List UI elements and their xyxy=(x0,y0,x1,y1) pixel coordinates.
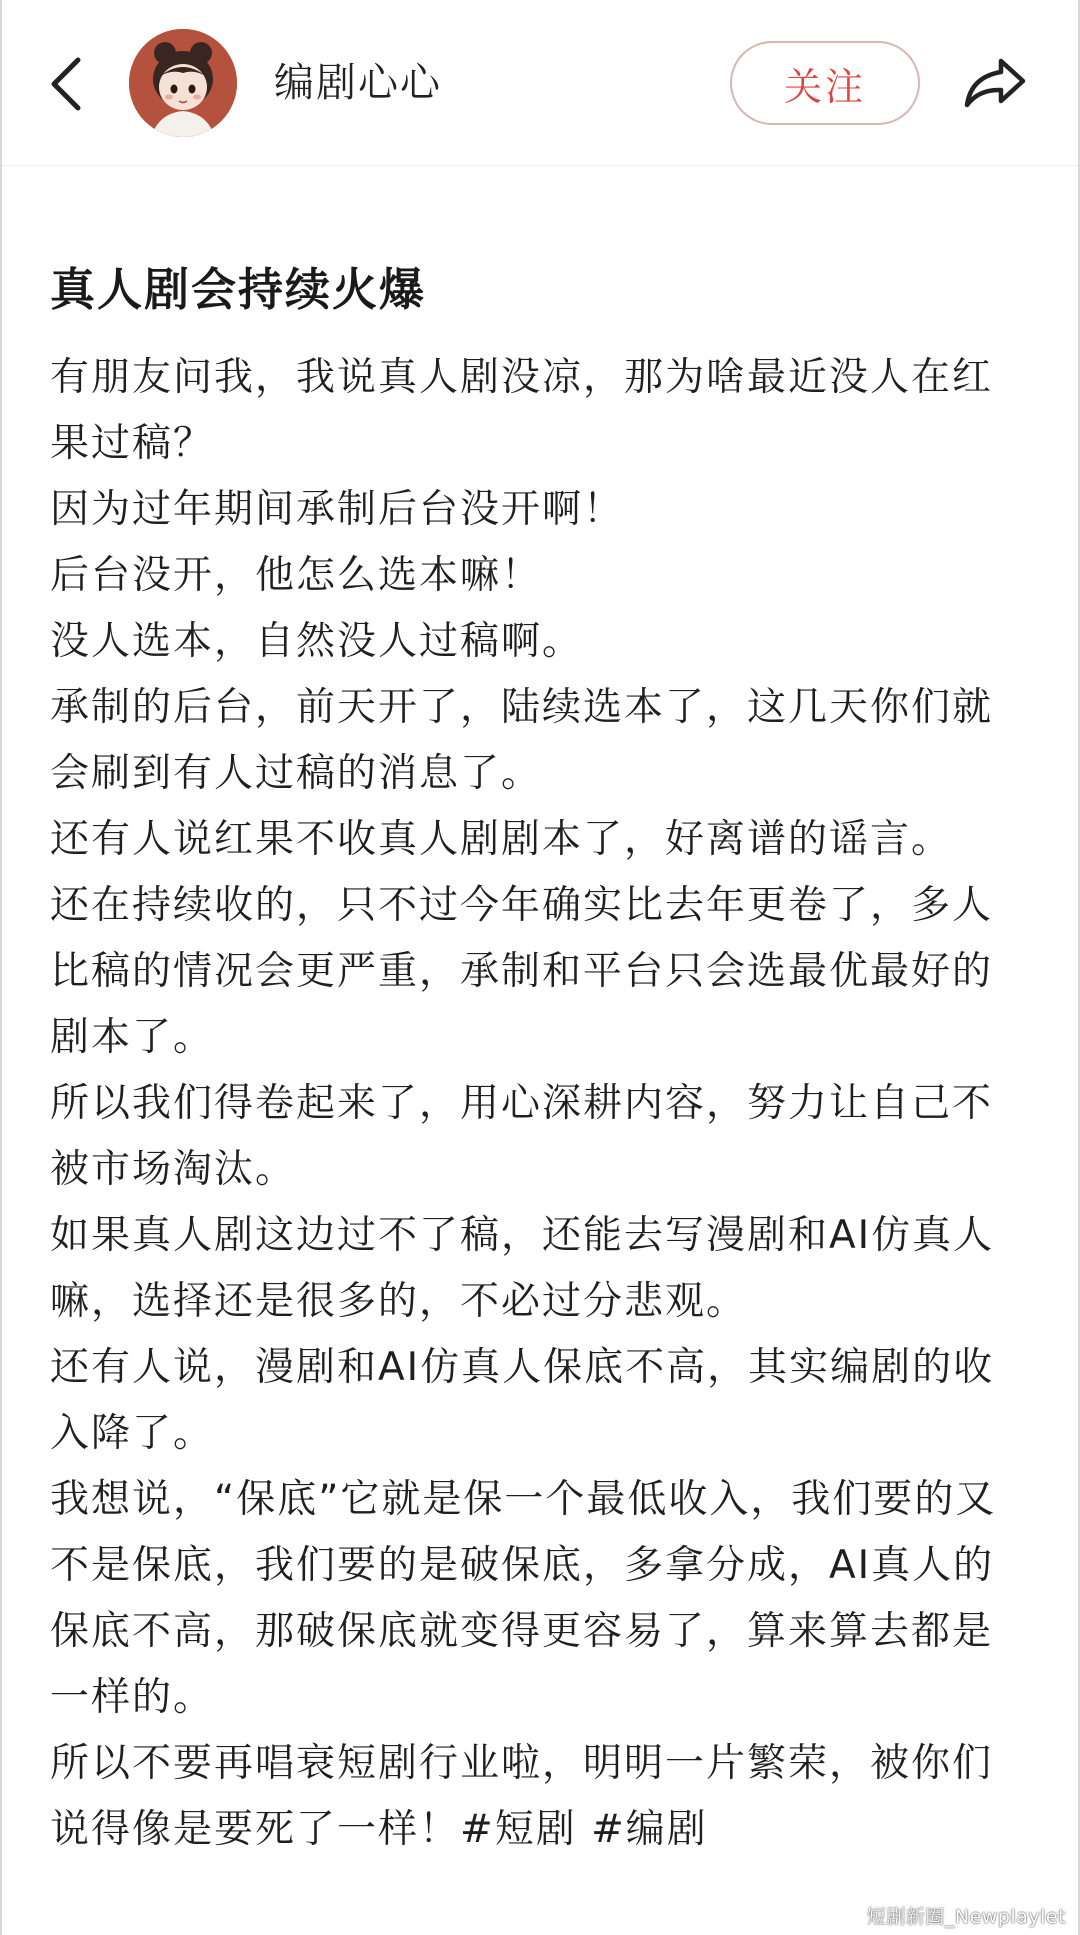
article-body xyxy=(50,345,1020,1863)
paragraph: 如果真人剧这边过不了稿，还能去写漫剧和AI仿真人嘛，选择还是很多的，不必过分悲观。 xyxy=(50,1213,995,1324)
share-button[interactable] xyxy=(957,50,1031,116)
author-avatar[interactable] xyxy=(129,29,237,137)
back-button[interactable] xyxy=(38,44,94,124)
watermark: 短剧新圈_Newplaylet xyxy=(866,1906,1066,1928)
follow-button[interactable]: 关注 xyxy=(730,41,920,125)
article-title: 真人剧会持续火爆 xyxy=(50,263,427,316)
article-content xyxy=(50,255,1020,1863)
paragraph-text: 所以不要再唱衰短剧行业啦，明明一片繁荣，被你们说得像是要死了一样！ xyxy=(50,1741,994,1852)
share-arrow-icon xyxy=(961,55,1027,111)
paragraph: 还有人说红果不收真人剧剧本了，好离谱的谣言。 xyxy=(50,817,953,862)
avatar-illustration-icon xyxy=(129,29,237,137)
paragraph: 有朋友问我，我说真人剧没凉，那为啥最近没人在红果过稿？ xyxy=(50,355,994,466)
paragraph: 因为过年期间承制后台没开啊！ xyxy=(50,487,625,532)
paragraph-with-hashtags xyxy=(50,1731,1020,1863)
paragraph: 所以我们得卷起来了，用心深耕内容，努力让自己不被市场淘汰。 xyxy=(50,1081,994,1192)
author-name[interactable]: 编剧心心 xyxy=(274,60,442,106)
chevron-left-icon xyxy=(46,54,86,114)
paragraph: 还在持续收的，只不过今年确实比去年更卷了，多人比稿的情况会更严重，承制和平台只会选最优最好的剧本了。 xyxy=(50,883,994,1060)
hashtag-link[interactable]: #编剧 xyxy=(591,1807,708,1852)
paragraph: 我想说，“保底”它就是保一个最低收入，我们要的又不是保底，我们要的是破保底，多拿分成，AI真人的保底不高，那破保底就变得更容易了，算来算去都是一样的。 xyxy=(50,1477,997,1720)
paragraph: 后台没开，他怎么选本嘛！ xyxy=(50,553,543,598)
top-bar xyxy=(2,0,1078,166)
paragraph: 没人选本，自然没人过稿啊。 xyxy=(50,619,584,664)
paragraph: 承制的后台，前天开了，陆续选本了，这几天你们就会刷到有人过稿的消息了。 xyxy=(50,685,994,796)
paragraph: 还有人说，漫剧和AI仿真人保底不高，其实编剧的收入降了。 xyxy=(50,1345,995,1456)
hashtag-link[interactable]: #短剧 xyxy=(460,1807,577,1852)
